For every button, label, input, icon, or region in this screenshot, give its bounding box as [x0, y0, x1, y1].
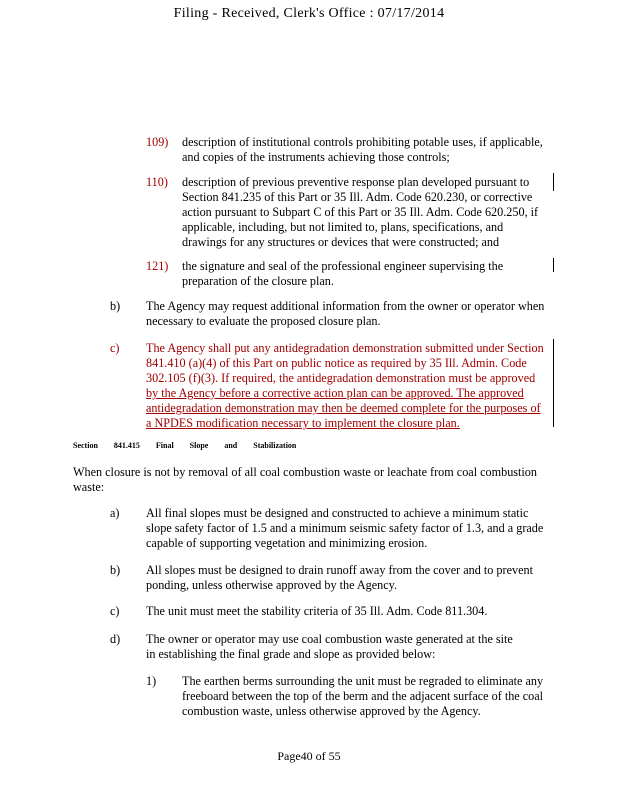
- text-line: action pursuant to Subpart C of this Part or 35 Ill. Adm. Code 620.250, if: [182, 205, 539, 219]
- section-title-word: and: [224, 441, 238, 450]
- section-title-word: Slope: [189, 441, 209, 450]
- text-line: 302.105 (f)(3). If required, the antidegradation demonstration must be approved: [146, 371, 536, 385]
- text-line: description of institutional controls prohibiting potable uses, if applicable,: [182, 135, 543, 149]
- item-text-10: [182, 135, 543, 165]
- revision-bar: [553, 258, 554, 272]
- text-line: description of previous preventive response plan developed pursuant to: [182, 175, 530, 189]
- revision-bar: [553, 173, 554, 191]
- text-line: All slopes must be designed to drain runoff away from the cover and to prevent: [146, 563, 533, 577]
- text-line: freeboard between the top of the berm and the adjacent surface of the coal: [182, 689, 544, 703]
- section-title-word: Final: [155, 441, 174, 450]
- text-line: combustion waste, unless otherwise approved by the Agency.: [182, 704, 481, 718]
- text-line: The owner or operator may use coal combustion waste generated at the site: [146, 632, 513, 646]
- list-d-label: d): [110, 632, 121, 646]
- text-line: necessary to evaluate the proposed closure plan.: [146, 314, 381, 328]
- item-number-12: 121): [146, 259, 169, 273]
- item-number-11: 110): [146, 175, 168, 189]
- text-line: The earthen berms surrounding the unit must be regraded to eliminate any: [182, 674, 544, 688]
- filing-header: Filing - Received, Clerk's Office : 07/17/2014: [173, 6, 445, 21]
- text-line: Section 841.235 of this Part or 35 Ill. Adm. Code 620.230, or corrective: [182, 190, 533, 204]
- item-text-12: [182, 259, 503, 289]
- text-line: The unit must meet the stability criteria of 35 Ill. Adm. Code 811.304.: [146, 604, 488, 618]
- text-line: preparation of the closure plan.: [182, 274, 334, 288]
- para-c-text: [146, 341, 544, 431]
- text-line: waste:: [73, 480, 105, 494]
- text-line: All final slopes must be designed and constructed to achieve a minimum static: [146, 506, 529, 520]
- text-line: a NPDES modification necessary to implement the closure plan.: [146, 416, 460, 430]
- text-line: The Agency may request additional information from the owner or operator when: [146, 299, 545, 313]
- text-line: by the Agency before a corrective action plan can be approved. The approved: [146, 386, 524, 400]
- text-line: slope safety factor of 1.5 and a minimum seismic safety factor of 1.3, and a grade: [146, 521, 544, 535]
- section-label: Section: [73, 441, 98, 450]
- para-b-text: [146, 299, 544, 329]
- text-line: 841.410 (a)(4) of this Part on public notice as required by 35 Ill. Admin. Code: [146, 356, 527, 370]
- item-number-10: 109): [146, 135, 169, 149]
- text-line: antidegradation demonstration may then be deemed complete for the purposes of: [146, 401, 541, 415]
- list-d-text: [146, 632, 513, 662]
- text-line: capable of supporting vegetation and minimizing erosion.: [146, 536, 428, 550]
- intro-text: [73, 465, 537, 495]
- text-line: the signature and seal of the professional engineer supervising the: [182, 259, 504, 273]
- list-c-text: [146, 604, 487, 619]
- text-line: in establishing the final grade and slope as provided below:: [146, 647, 436, 661]
- list-c-label: c): [110, 604, 120, 618]
- list-a-text: [146, 506, 543, 551]
- para-b-label: b): [110, 299, 121, 313]
- page-footer: Page40 of 55: [277, 749, 341, 763]
- para-c-label: c): [110, 341, 120, 355]
- text-line: applicable, including, but not limited to, plans, specifications, and: [182, 220, 504, 234]
- list-b-text: [146, 563, 533, 593]
- text-line: When closure is not by removal of all coal combustion waste or leachate from coal combustion: [73, 465, 537, 479]
- list-d1-text: [182, 674, 543, 719]
- revision-bar: [553, 339, 554, 427]
- section-title-word: Stabilization: [253, 441, 297, 450]
- list-b-label: b): [110, 563, 121, 577]
- section-number: 841.415: [113, 441, 140, 450]
- text-line: drawings for any structures or devices that were constructed; and: [182, 235, 500, 249]
- section-heading: [73, 441, 310, 450]
- text-line: ponding, unless otherwise approved by the Agency.: [146, 578, 398, 592]
- list-a-label: a): [110, 506, 120, 520]
- item-text-11: [182, 175, 538, 250]
- text-line: and copies of the instruments achieving those controls;: [182, 150, 450, 164]
- list-d1-label: 1): [146, 674, 157, 688]
- text-line: The Agency shall put any antidegradation demonstration submitted under Section: [146, 341, 544, 355]
